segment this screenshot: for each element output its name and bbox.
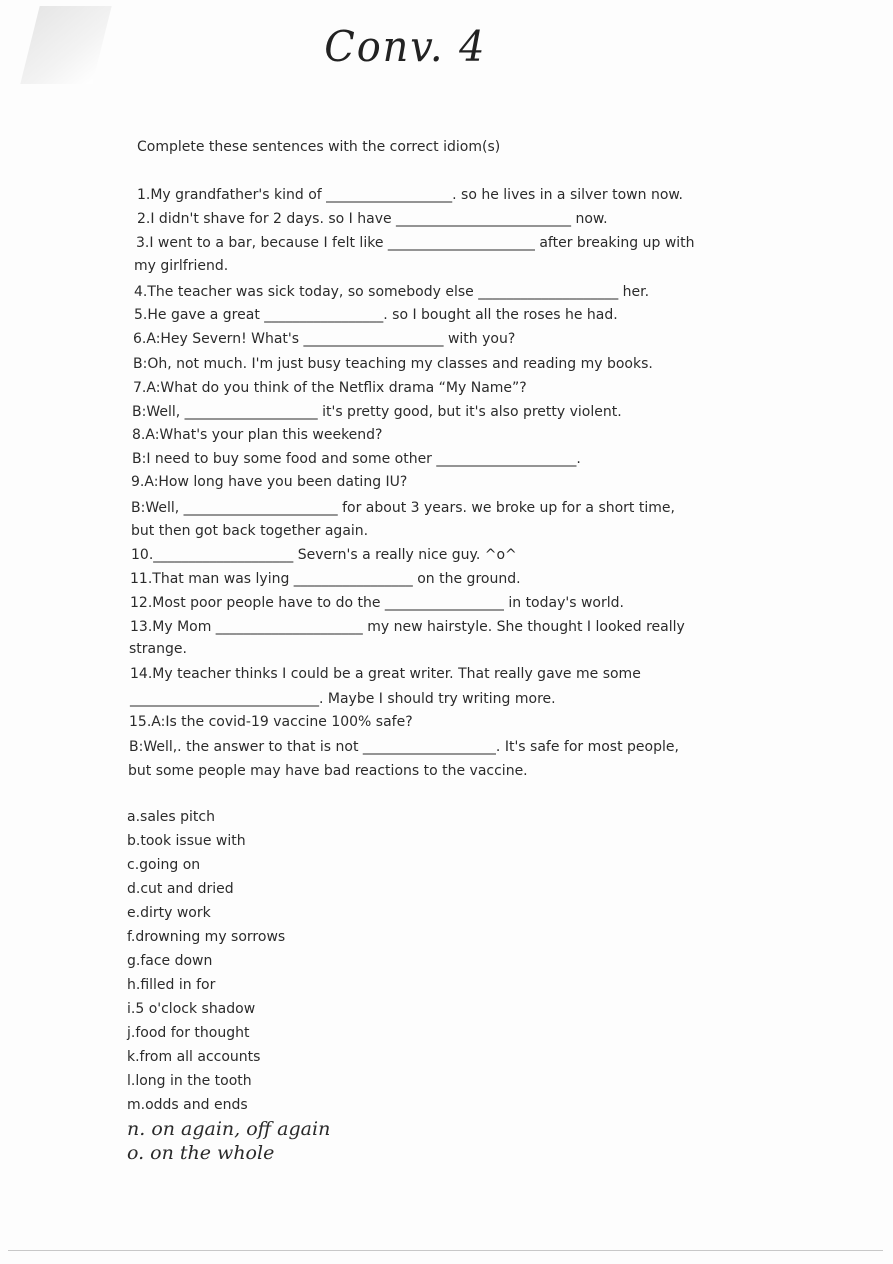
sentence-line: 12.Most poor people have to do the _________________ in today's world. — [130, 595, 624, 611]
sentence-line: 11.That man was lying _________________ on the ground. — [130, 571, 521, 587]
sentence-line: 1.My grandfather's kind of __________________. so he lives in a silver town now. — [137, 187, 684, 203]
answer-choice: l.long in the tooth — [127, 1073, 252, 1089]
sentence-line: 7.A:What do you think of the Netflix drama “My Name”? — [133, 380, 527, 396]
sentence-line: B:Well, ______________________ for about 3 years. we broke up for a short time, — [131, 500, 675, 516]
answer-choice: h.filled in for — [127, 977, 216, 993]
answer-choice: f.drowning my sorrows — [127, 929, 286, 945]
sentence-line: 3.I went to a bar, because I felt like _____________________ after breaking up with — [136, 235, 695, 251]
sentence-line: 2.I didn't shave for 2 days. so I have _________________________ now. — [137, 211, 608, 227]
handwritten-answer: o. on the whole — [127, 1142, 275, 1164]
sentence-line: but some people may have bad reactions to the vaccine. — [128, 763, 528, 779]
instruction: Complete these sentences with the correct idiom(s) — [137, 139, 501, 155]
sentence-line: 9.A:How long have you been dating IU? — [131, 474, 408, 490]
answer-choice: d.cut and dried — [127, 881, 234, 897]
page-edge-line — [8, 1250, 883, 1251]
sentence-line: 14.My teacher thinks I could be a great writer. That really gave me some — [130, 666, 641, 682]
answer-choice: k.from all accounts — [127, 1049, 261, 1065]
sentence-line: 10.____________________ Severn's a really nice guy. ^o^ — [131, 547, 517, 563]
sentence-line: but then got back together again. — [131, 523, 369, 539]
answer-choice: j.food for thought — [127, 1025, 250, 1041]
handwritten-answer: n. on again, off again — [127, 1118, 331, 1140]
answer-choice: a.sales pitch — [127, 809, 215, 825]
answer-choice: i.5 o'clock shadow — [127, 1001, 256, 1017]
sentence-line: B:Well, ___________________ it's pretty good, but it's also pretty violent. — [132, 404, 622, 420]
answer-choice: g.face down — [127, 953, 213, 969]
sentence-line: B:Well,. the answer to that is not ___________________. It's safe for most people, — [129, 739, 679, 755]
answer-choice: c.going on — [127, 857, 201, 873]
sentence-line: B:I need to buy some food and some other ____________________. — [132, 451, 581, 467]
sentence-line: 13.My Mom _____________________ my new hairstyle. She thought I looked really — [130, 619, 685, 635]
sentence-line: 8.A:What's your plan this weekend? — [132, 427, 383, 443]
sentence-line: 5.He gave a great _________________. so I bought all the roses he had. — [134, 307, 618, 323]
answer-choice: m.odds and ends — [127, 1097, 248, 1113]
page-title: Conv. 4 — [324, 22, 487, 71]
sentence-line: strange. — [129, 641, 187, 657]
tape-scrap — [20, 6, 111, 84]
sentence-line: my girlfriend. — [134, 258, 229, 274]
answer-choice: b.took issue with — [127, 833, 246, 849]
sentence-line: 4.The teacher was sick today, so somebody else ____________________ her. — [134, 284, 650, 300]
sentence-line: ___________________________. Maybe I should try writing more. — [130, 691, 556, 707]
sentence-line: 6.A:Hey Severn! What's ____________________ with you? — [133, 331, 516, 347]
answer-choices — [127, 808, 330, 1168]
answer-choice: e.dirty work — [127, 905, 211, 921]
sentence-line: 15.A:Is the covid-19 vaccine 100% safe? — [129, 714, 413, 730]
sentence-line: B:Oh, not much. I'm just busy teaching my classes and reading my books. — [133, 356, 653, 372]
